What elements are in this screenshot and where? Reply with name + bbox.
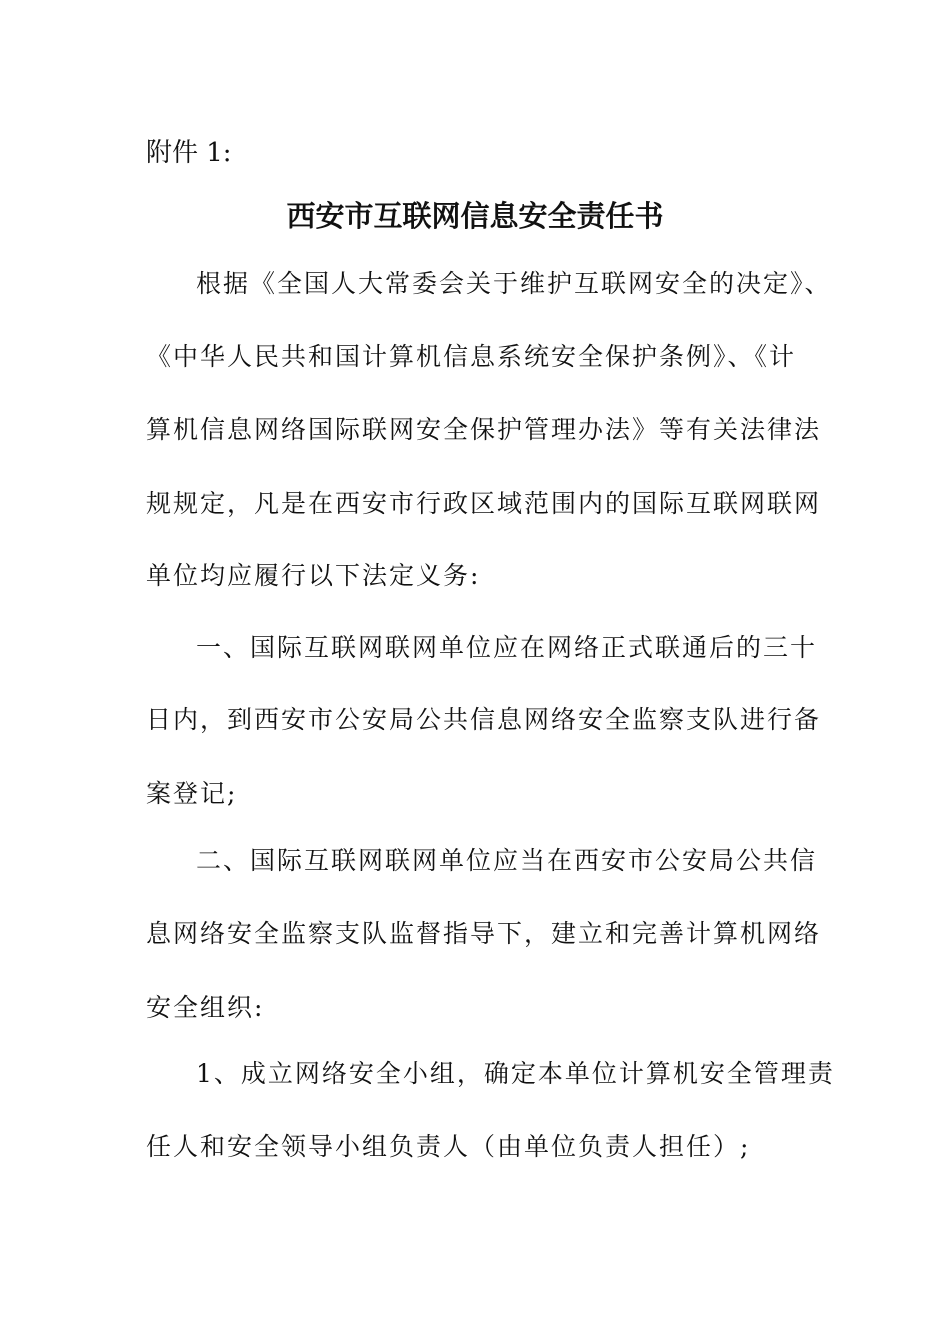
paragraph-line: 根据《全国人大常委会关于维护互联网安全的决定》、 bbox=[196, 269, 832, 298]
paragraph-line: 1、成立网络安全小组，确定本单位计算机安全管理责 bbox=[196, 1059, 835, 1088]
paragraph-line: 安全组织: bbox=[146, 993, 265, 1022]
paragraph-line: 任人和安全领导小组负责人（由单位负责人担任）; bbox=[146, 1132, 751, 1161]
paragraph-line: 日内，到西安市公安局公共信息网络安全监察支队进行备 bbox=[146, 705, 822, 734]
paragraph-line: 二、国际互联网联网单位应当在西安市公安局公共信 bbox=[196, 846, 818, 875]
attachment-label: 附件 1: bbox=[146, 138, 232, 168]
paragraph-line: 《中华人民共和国计算机信息系统安全保护条例》、《计 bbox=[146, 342, 797, 371]
document-title: 西安市互联网信息安全责任书 bbox=[286, 199, 664, 233]
paragraph-line: 息网络安全监察支队监督指导下，建立和完善计算机网络 bbox=[146, 919, 822, 948]
paragraph-line: 单位均应履行以下法定义务: bbox=[146, 561, 481, 590]
paragraph-line: 一、国际互联网联网单位应在网络正式联通后的三十 bbox=[196, 633, 818, 662]
paragraph-line: 算机信息网络国际联网安全保护管理办法》等有关法律法 bbox=[146, 415, 822, 444]
paragraph-line: 规规定，凡是在西安市行政区域范围内的国际互联网联网 bbox=[146, 489, 822, 518]
paragraph-line: 案登记; bbox=[146, 779, 238, 808]
